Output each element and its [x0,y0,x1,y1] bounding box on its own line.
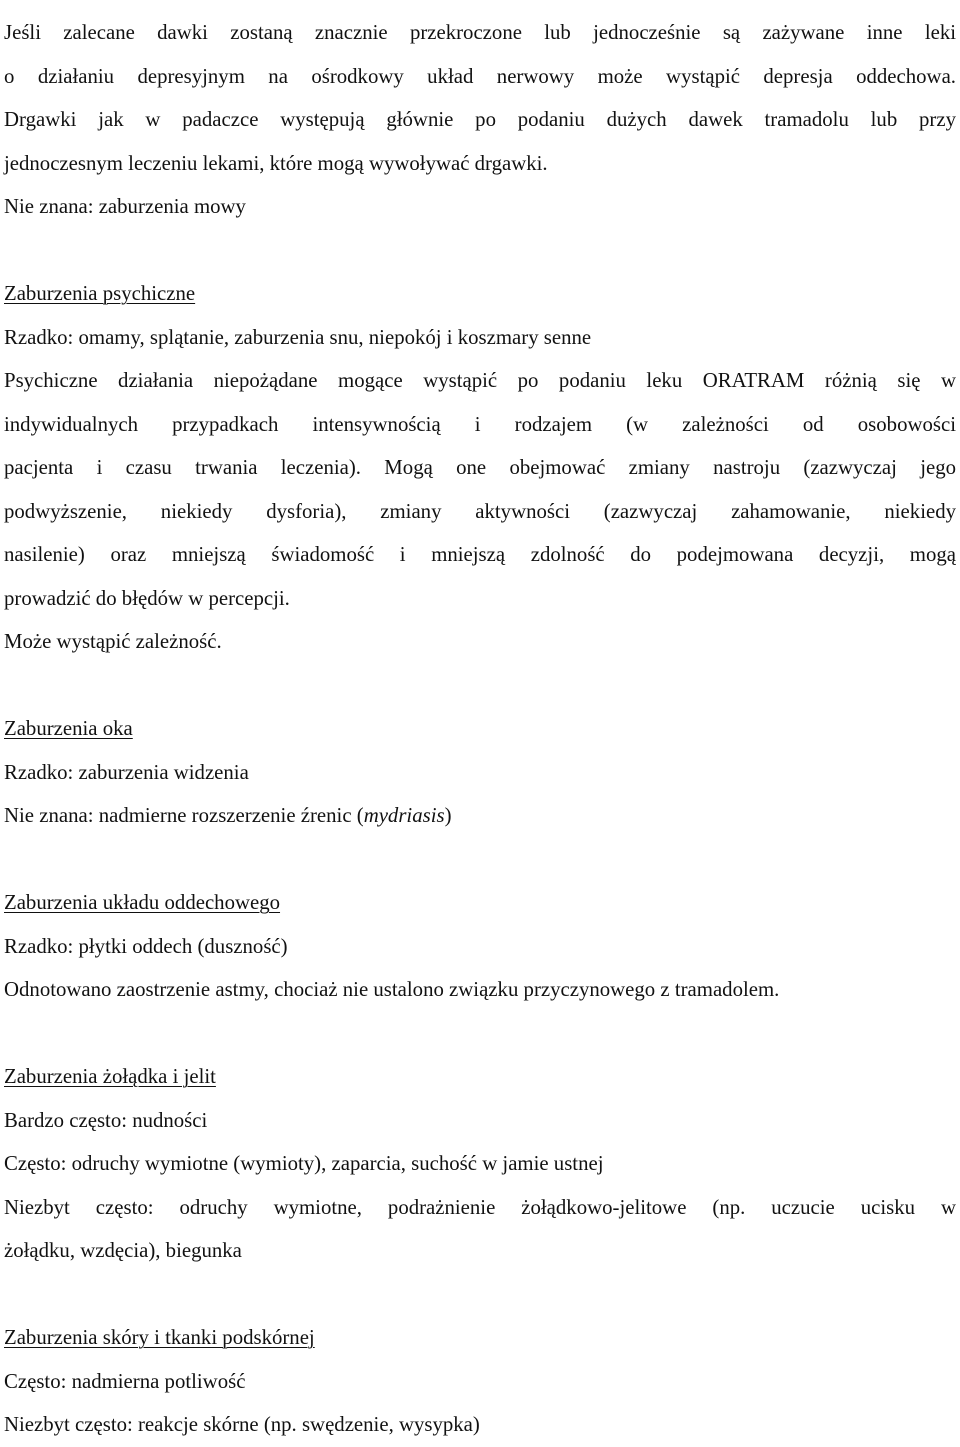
psychiatric-paragraph-line-6: prowadzić do błędów w percepcji. [4,586,290,610]
psychiatric-section [4,272,956,664]
eye-rare: Rzadko: zaburzenia widzenia [4,760,249,784]
psychiatric-paragraph-line-1: Psychiczne działania niepożądane mogące wystąpić po podaniu leku ORATRAM różnią się w [4,369,956,392]
respiratory-note: Odnotowano zaostrzenie astmy, chociaż nie ustalono związku przyczynowego z tramadolem. [4,978,780,1001]
eye-section [4,707,956,838]
skin-uncommon: Niezbyt często: reakcje skórne (np. swędzenie, wysypka) [4,1413,480,1436]
skin-section [4,1316,956,1447]
spacer [4,229,956,273]
cns-section [4,11,956,229]
eye-unknown [4,794,956,838]
psychiatric-rare: Rzadko: omamy, splątanie, zaburzenia snu, niepokój i koszmary senne [4,325,592,349]
section-heading-respiratory: Zaburzenia układu oddechowego [4,891,281,914]
section-heading-gastro: Zaburzenia żołądka i jelit [4,1065,216,1088]
gastro-uncommon-line-1: Niezbyt często: odruchy wymiotne, podrażnienie żołądkowo-jelitowe (np. uczucie ucisku w [4,1195,956,1219]
eye-unknown-suffix: ) [444,804,452,827]
section-heading-eye: Zaburzenia oka [4,717,133,740]
psychiatric-paragraph-line-2: indywidualnych przypadkach intensywnością i rodzajem (w zależności od osobowości [4,412,956,436]
psychiatric-dependence: Może wystąpić zależność. [4,630,222,653]
cns-speech-disorders: Nie znana: zaburzenia mowy [4,195,246,218]
gastro-very-common: Bardzo często: nudności [4,1108,208,1132]
respiratory-rare: Rzadko: płytki oddech (duszność) [4,934,288,958]
spacer [4,664,956,708]
section-heading-psychiatric: Zaburzenia psychiczne [4,282,196,305]
document-page [4,11,956,1447]
gastro-section [4,1055,956,1273]
gastro-common: Często: odruchy wymiotne (wymioty), zaparcia, suchość w jamie ustnej [4,1152,604,1175]
cns-line-2: o działaniu depresyjnym na ośrodkowy układ nerwowy może wystąpić depresja oddechowa. [4,64,956,88]
psychiatric-paragraph-line-3: pacjenta i czasu trwania leczenia). Mogą one obejmować zmiany nastroju (zazwyczaj jego [4,456,956,479]
section-heading-skin: Zaburzenia skóry i tkanki podskórnej [4,1326,315,1349]
respiratory-section [4,881,956,1012]
eye-unknown-term: mydriasis [363,804,445,827]
eye-unknown-prefix: Nie znana: nadmierne rozszerzenie źrenic ( [4,804,364,827]
spacer [4,1012,956,1056]
psychiatric-paragraph-line-5: nasilenie) oraz mniejszą świadomość i mniejszą zdolność do podejmowana decyzji, mogą [4,543,956,566]
spacer [4,1273,956,1317]
gastro-uncommon-line-2: żołądku, wzdęcia), biegunka [4,1239,242,1262]
skin-common: Często: nadmierna potliwość [4,1369,246,1393]
cns-line-3: Drgawki jak w padaczce występują głównie po podaniu dużych dawek tramadolu lub przy [4,108,956,131]
cns-line-4: jednoczesnym leczeniu lekami, które mogą wywoływać drgawki. [4,151,548,175]
cns-line-1: Jeśli zalecane dawki zostaną znacznie przekroczone lub jednocześnie są zażywane inne leki [4,21,956,44]
psychiatric-paragraph-line-4: podwyższenie, niekiedy dysforia), zmiany aktywności (zazwyczaj zahamowanie, niekiedy [4,499,956,523]
spacer [4,838,956,882]
